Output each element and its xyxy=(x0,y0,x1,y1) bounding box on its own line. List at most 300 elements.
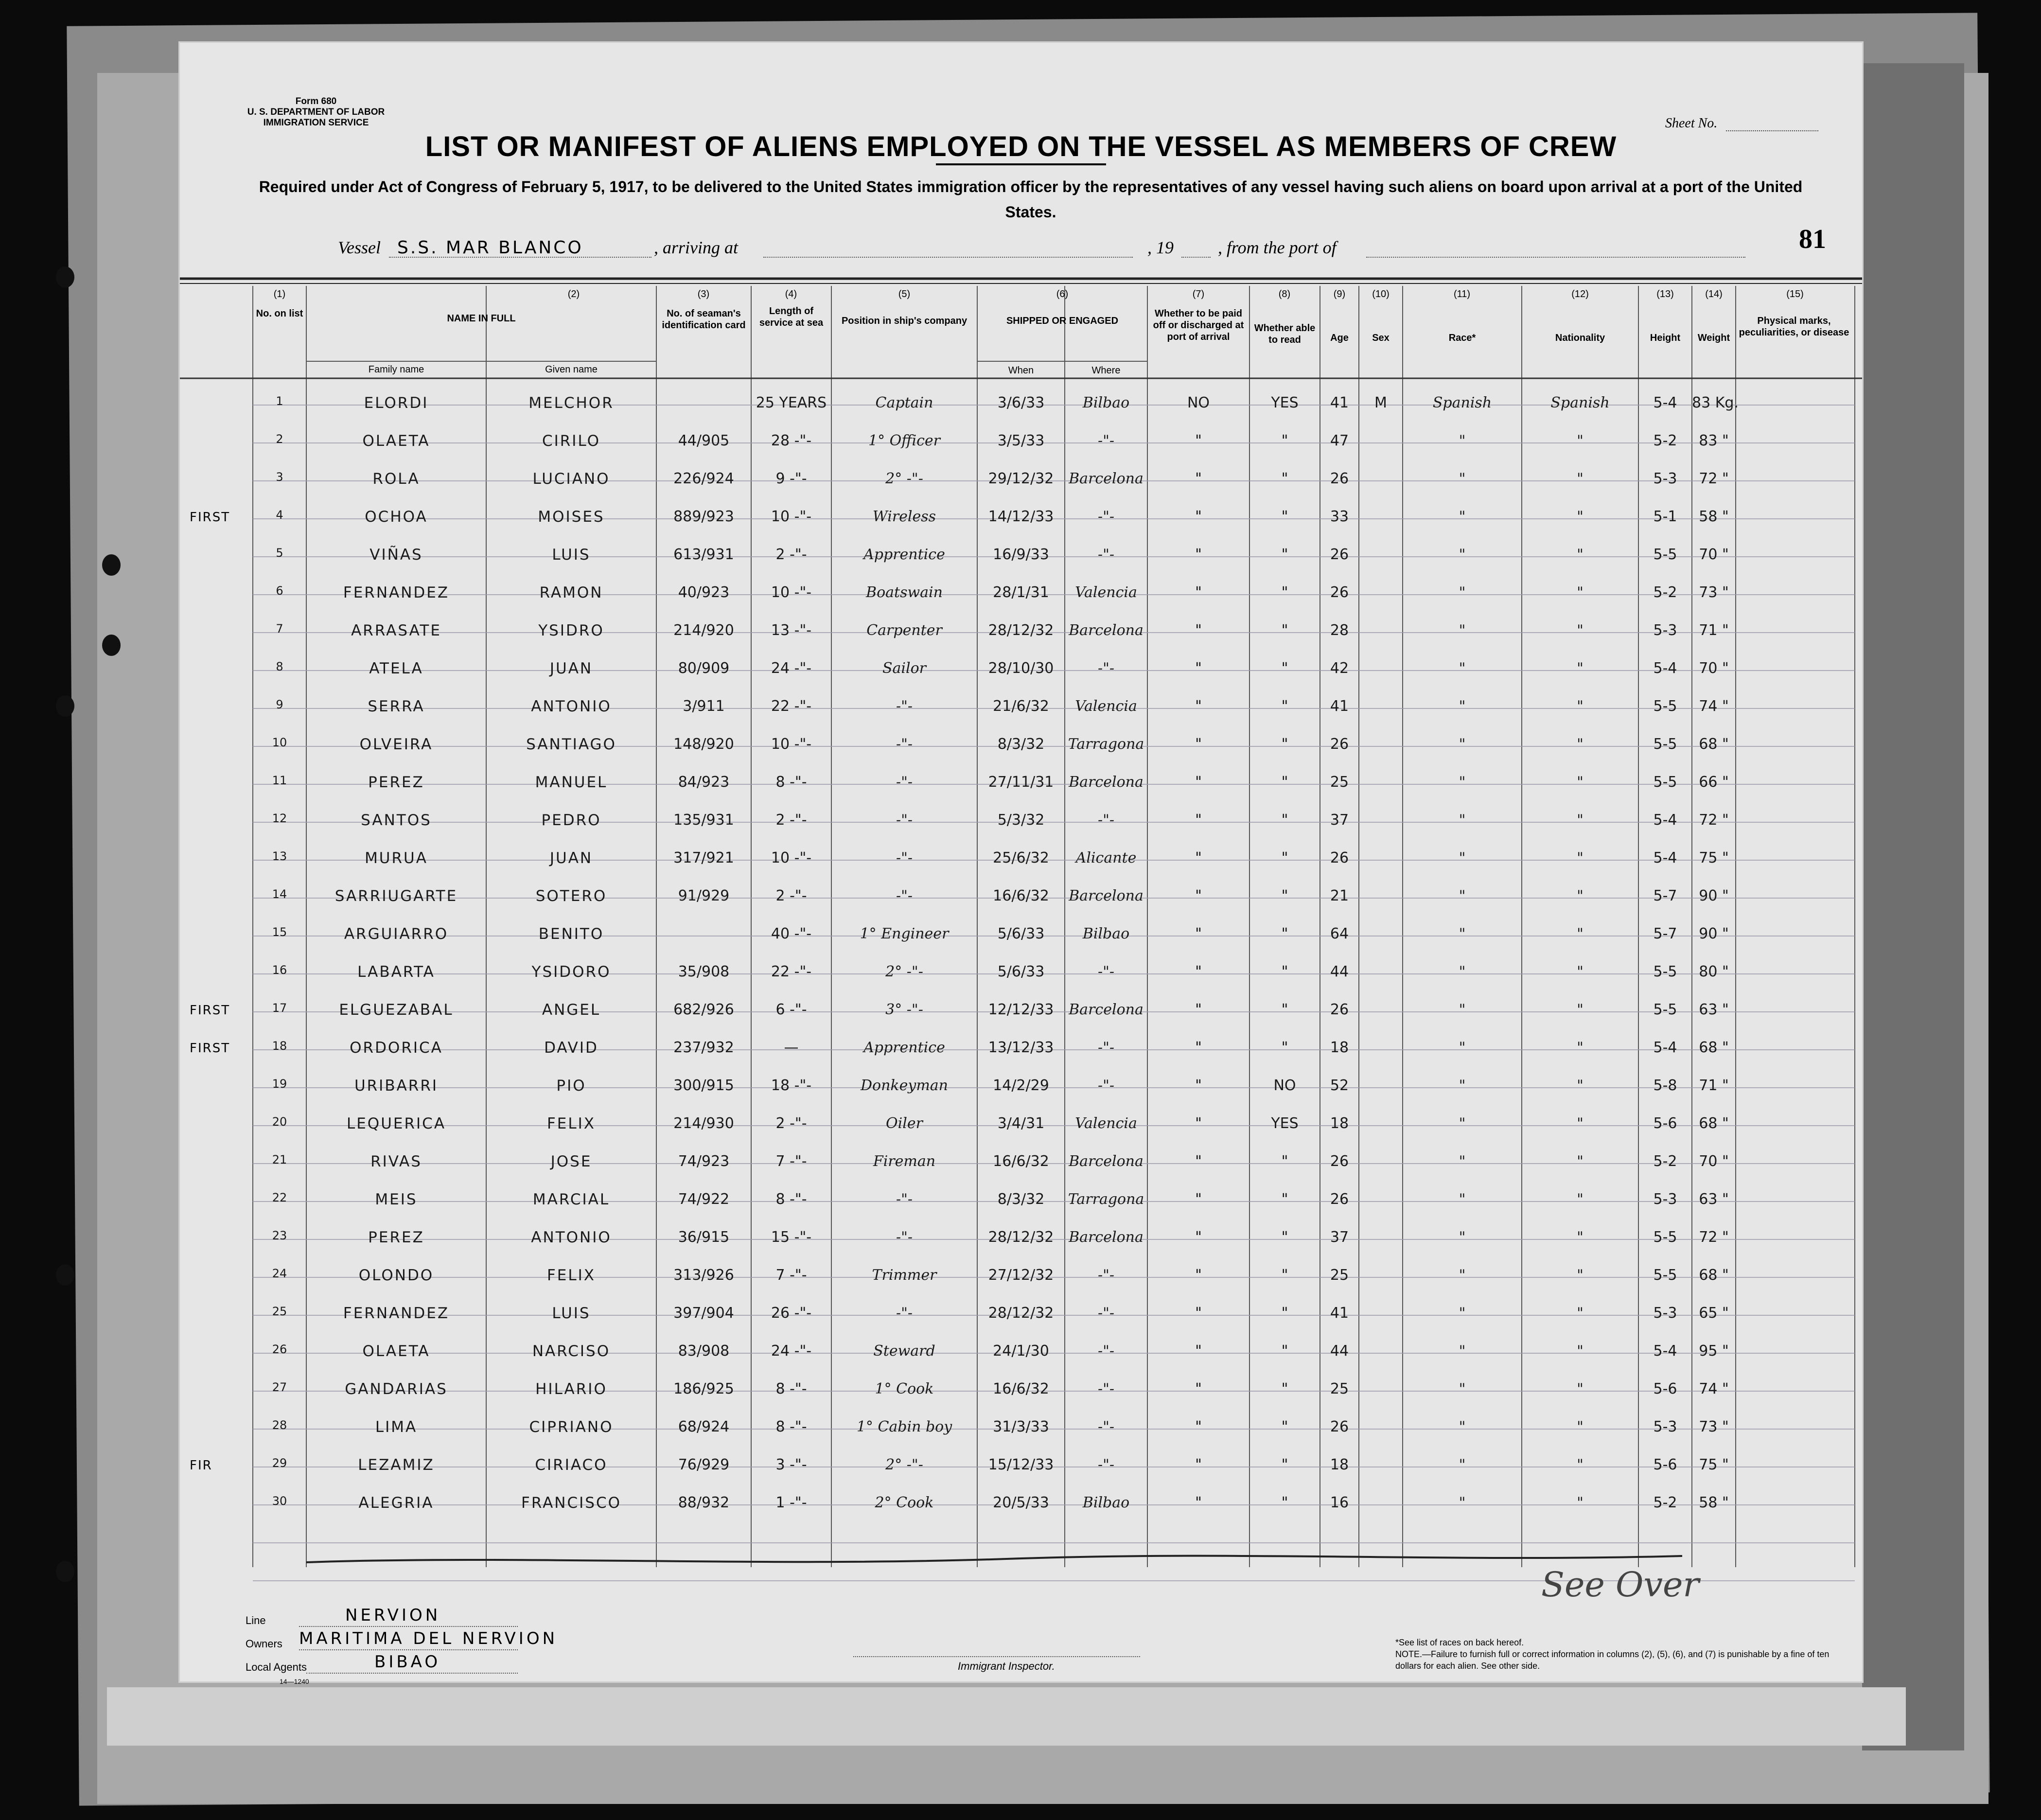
paid-off-cell: " xyxy=(1195,508,1202,525)
shipped-when-cell: 21/6/32 xyxy=(993,698,1049,715)
given-name-cell: SOTERO xyxy=(535,887,607,905)
weight-cell: 83 Kg. xyxy=(1692,394,1739,411)
age-cell: 44 xyxy=(1330,963,1349,980)
row-number-cell: 15 xyxy=(272,925,287,939)
seaman-card-number-cell: 889/923 xyxy=(673,508,734,525)
position-cell: Apprentice xyxy=(863,1039,945,1056)
given-name-cell: CIRIACO xyxy=(535,1456,608,1474)
race-cell: " xyxy=(1459,432,1466,449)
race-cell: " xyxy=(1459,1039,1466,1056)
weight-cell: 73 " xyxy=(1699,1418,1729,1435)
punch-hole xyxy=(56,695,74,717)
paid-off-cell: " xyxy=(1195,1494,1202,1511)
header-family-name: Family name xyxy=(368,364,424,375)
weight-cell: 58 " xyxy=(1699,1494,1729,1511)
vessel-name: S.S. MAR BLANCO xyxy=(397,238,583,258)
age-cell: 26 xyxy=(1330,849,1349,866)
shipped-where-cell: Barcelona xyxy=(1069,622,1144,639)
able-to-read-cell: " xyxy=(1281,1191,1288,1208)
shipped-where-cell: Valencia xyxy=(1075,584,1137,601)
height-cell: 5-5 xyxy=(1653,736,1677,753)
family-name-cell: FERNANDEZ xyxy=(343,1305,450,1322)
able-to-read-cell: " xyxy=(1281,698,1288,715)
from-port-line xyxy=(1366,257,1745,258)
race-cell: " xyxy=(1459,1305,1466,1322)
nationality-cell: " xyxy=(1577,1191,1584,1208)
margin-note: FIRST xyxy=(190,1003,230,1018)
length-of-service-cell: 1 -"- xyxy=(775,1494,807,1511)
age-cell: 26 xyxy=(1330,1418,1349,1435)
age-cell: 18 xyxy=(1330,1456,1349,1473)
line-field xyxy=(299,1626,518,1627)
weight-cell: 70 " xyxy=(1699,1153,1729,1170)
shipped-when-cell: 27/11/31 xyxy=(988,774,1054,791)
shipped-when-cell: 31/3/33 xyxy=(993,1418,1049,1435)
family-name-cell: OLVEIRA xyxy=(359,736,433,753)
age-cell: 42 xyxy=(1330,660,1349,677)
race-cell: " xyxy=(1459,925,1466,942)
weight-cell: 66 " xyxy=(1699,774,1729,791)
nationality-cell: " xyxy=(1577,812,1584,829)
paid-off-cell: " xyxy=(1195,963,1202,980)
age-cell: 25 xyxy=(1330,1380,1349,1397)
seaman-card-number-cell: 300/915 xyxy=(673,1077,734,1094)
race-cell: " xyxy=(1459,1456,1466,1473)
seaman-card-number-cell: 36/915 xyxy=(678,1229,730,1246)
height-cell: 5-6 xyxy=(1653,1380,1677,1397)
given-name-cell: FELIX xyxy=(546,1115,596,1132)
weight-cell: 95 " xyxy=(1699,1343,1729,1360)
agents-label: Local Agents xyxy=(246,1661,307,1673)
service-name: IMMIGRATION SERVICE xyxy=(263,118,369,128)
paid-off-cell: " xyxy=(1195,1115,1202,1132)
age-cell: 41 xyxy=(1330,1305,1349,1322)
nationality-cell: " xyxy=(1577,508,1584,525)
shipped-when-cell: 27/12/32 xyxy=(988,1267,1054,1284)
age-cell: 44 xyxy=(1330,1343,1349,1360)
nationality-cell: " xyxy=(1577,963,1584,980)
family-name-cell: PEREZ xyxy=(368,774,424,791)
race-cell: " xyxy=(1459,1229,1466,1246)
able-to-read-cell: YES xyxy=(1271,394,1299,411)
position-cell: -"- xyxy=(896,1229,913,1246)
shipped-where-cell: -"- xyxy=(1097,1039,1115,1056)
race-cell: " xyxy=(1459,736,1466,753)
weight-cell: 71 " xyxy=(1699,1077,1729,1094)
family-name-cell: ROLA xyxy=(372,470,420,488)
position-cell: -"- xyxy=(896,849,913,866)
age-cell: 26 xyxy=(1330,584,1349,601)
header-where: Where xyxy=(1091,365,1121,376)
family-name-cell: ARGUIARRO xyxy=(344,925,449,943)
length-of-service-cell: 15 -"- xyxy=(771,1229,812,1246)
seaman-card-number-cell: 214/920 xyxy=(673,622,734,639)
margin-note: FIRST xyxy=(190,1041,230,1056)
able-to-read-cell: " xyxy=(1281,1494,1288,1511)
length-of-service-cell: — xyxy=(784,1039,799,1056)
age-cell: 26 xyxy=(1330,736,1349,753)
position-cell: Wireless xyxy=(872,508,936,525)
shipped-when-cell: 16/6/32 xyxy=(993,1380,1049,1397)
race-cell: " xyxy=(1459,1153,1466,1170)
given-name-cell: DAVID xyxy=(544,1039,598,1057)
paid-off-cell: " xyxy=(1195,925,1202,942)
races-note: *See list of races on back hereof. xyxy=(1395,1638,1524,1647)
given-name-cell: BENITO xyxy=(538,925,604,943)
paid-off-cell: " xyxy=(1195,660,1202,677)
shipped-when-cell: 12/12/33 xyxy=(988,1001,1054,1018)
seaman-card-number-cell: 76/929 xyxy=(678,1456,730,1473)
age-cell: 41 xyxy=(1330,698,1349,715)
length-of-service-cell: 40 -"- xyxy=(771,925,812,942)
age-cell: 25 xyxy=(1330,1267,1349,1284)
position-cell: Oiler xyxy=(886,1115,923,1132)
position-cell: 2° -"- xyxy=(885,470,923,487)
header-physical-marks: Physical marks, peculiarities, or disease xyxy=(1739,316,1849,338)
weight-cell: 68 " xyxy=(1699,1267,1729,1284)
age-cell: 18 xyxy=(1330,1039,1349,1056)
row-number-cell: 25 xyxy=(272,1305,287,1318)
column-number: (13) xyxy=(1656,289,1674,300)
race-cell: " xyxy=(1459,470,1466,487)
height-cell: 5-2 xyxy=(1653,1153,1677,1170)
header-when: When xyxy=(1008,365,1034,376)
nationality-cell: " xyxy=(1577,736,1584,753)
shipped-where-cell: Valencia xyxy=(1075,1115,1137,1132)
given-name-cell: ANTONIO xyxy=(531,1229,612,1246)
race-cell: " xyxy=(1459,887,1466,904)
shipped-where-cell: Barcelona xyxy=(1069,887,1144,904)
header-paid-off: Whether to be paid off or discharged at port of arrival xyxy=(1153,308,1244,342)
weight-cell: 63 " xyxy=(1699,1001,1729,1018)
shipped-when-cell: 25/6/32 xyxy=(993,849,1049,866)
nationality-cell: " xyxy=(1577,1418,1584,1435)
line-label: Line xyxy=(246,1614,266,1626)
seaman-card-number-cell: 148/920 xyxy=(673,736,734,753)
race-cell: " xyxy=(1459,698,1466,715)
position-cell: 2° -"- xyxy=(885,963,923,980)
shipped-where-cell: -"- xyxy=(1097,1305,1115,1322)
height-cell: 5-5 xyxy=(1653,1001,1677,1018)
age-cell: 26 xyxy=(1330,1001,1349,1018)
family-name-cell: SANTOS xyxy=(361,812,432,829)
paid-off-cell: " xyxy=(1195,1153,1202,1170)
weight-cell: 74 " xyxy=(1699,698,1729,715)
given-name-cell: JUAN xyxy=(549,849,593,867)
given-name-cell: HILARIO xyxy=(535,1380,607,1398)
vessel-line xyxy=(389,257,651,258)
shipped-where-cell: -"- xyxy=(1097,1380,1115,1397)
row-number-cell: 3 xyxy=(276,470,283,484)
able-to-read-cell: " xyxy=(1281,1380,1288,1397)
able-to-read-cell: " xyxy=(1281,849,1288,866)
paid-off-cell: " xyxy=(1195,736,1202,753)
family-name-cell: ALEGRIA xyxy=(358,1494,434,1512)
column-number: (3) xyxy=(697,289,710,300)
nationality-cell: " xyxy=(1577,849,1584,866)
punch-hole xyxy=(56,1264,74,1286)
position-cell: Carpenter xyxy=(866,622,942,639)
manifest-page xyxy=(180,43,1862,1685)
able-to-read-cell: " xyxy=(1281,584,1288,601)
age-cell: 21 xyxy=(1330,887,1349,904)
shipped-where-cell: -"- xyxy=(1097,1456,1115,1473)
shipped-where-cell: -"- xyxy=(1097,660,1115,677)
row-number-cell: 4 xyxy=(276,508,283,522)
column-number: (8) xyxy=(1278,289,1291,300)
paid-off-cell: " xyxy=(1195,622,1202,639)
position-cell: 1° Cabin boy xyxy=(856,1418,952,1435)
family-name-cell: URIBARRI xyxy=(354,1077,439,1095)
family-name-cell: OLAETA xyxy=(362,1343,430,1360)
header-able-read: Whether able to read xyxy=(1254,323,1316,345)
length-of-service-cell: 18 -"- xyxy=(771,1077,812,1094)
agents-field xyxy=(306,1673,518,1674)
seaman-card-number-cell: 91/929 xyxy=(678,887,730,904)
nationality-cell: " xyxy=(1577,1267,1584,1284)
nationality-cell: " xyxy=(1577,660,1584,677)
length-of-service-cell: 8 -"- xyxy=(775,1191,807,1208)
shipped-when-cell: 3/4/31 xyxy=(997,1115,1045,1132)
nationality-cell: " xyxy=(1577,1229,1584,1246)
shipped-where-cell: -"- xyxy=(1097,508,1115,525)
position-cell: -"- xyxy=(896,736,913,753)
seaman-card-number-cell: 68/924 xyxy=(678,1418,730,1435)
family-name-cell: LEZAMIZ xyxy=(358,1456,435,1474)
age-cell: 37 xyxy=(1330,812,1349,829)
length-of-service-cell: 25 YEARS xyxy=(756,394,827,411)
given-name-cell: MARCIAL xyxy=(532,1191,610,1208)
shipped-when-cell: 5/6/33 xyxy=(997,963,1045,980)
see-over-note: See Over xyxy=(1541,1565,1699,1605)
header-height: Height xyxy=(1650,333,1681,343)
header-length-service: Length of service at sea xyxy=(759,306,824,328)
able-to-read-cell: " xyxy=(1281,1267,1288,1284)
race-cell: " xyxy=(1459,1077,1466,1094)
row-number-cell: 21 xyxy=(272,1153,287,1166)
paid-off-cell: " xyxy=(1195,1039,1202,1056)
nationality-cell: " xyxy=(1577,1380,1584,1397)
shipped-when-cell: 16/9/33 xyxy=(993,546,1049,563)
shipped-where-cell: -"- xyxy=(1097,812,1115,829)
position-cell: -"- xyxy=(896,812,913,829)
arriving-label: , arriving at xyxy=(654,238,739,257)
margin-note: FIR xyxy=(190,1458,212,1473)
row-number-cell: 18 xyxy=(272,1039,287,1053)
able-to-read-cell: " xyxy=(1281,508,1288,525)
paid-off-cell: " xyxy=(1195,698,1202,715)
able-to-read-cell: " xyxy=(1281,622,1288,639)
paid-off-cell: " xyxy=(1195,1001,1202,1018)
nationality-cell: " xyxy=(1577,1039,1584,1056)
sheet-number: 81 xyxy=(1799,224,1826,254)
height-cell: 5-3 xyxy=(1653,1418,1677,1435)
height-cell: 5-8 xyxy=(1653,1077,1677,1094)
position-cell: Sailor xyxy=(882,660,927,677)
shipped-when-cell: 14/12/33 xyxy=(988,508,1054,525)
owners-label: Owners xyxy=(246,1638,282,1650)
shipped-where-cell: Valencia xyxy=(1075,698,1137,715)
form-identifier xyxy=(243,96,389,128)
seaman-card-number-cell: 186/925 xyxy=(673,1380,734,1397)
family-name-cell: MURUA xyxy=(365,849,428,867)
length-of-service-cell: 13 -"- xyxy=(771,622,812,639)
nationality-cell: " xyxy=(1577,432,1584,449)
age-cell: 25 xyxy=(1330,774,1349,791)
age-cell: 64 xyxy=(1330,925,1349,942)
shipped-where-cell: Barcelona xyxy=(1069,1001,1144,1018)
position-cell: 1° Engineer xyxy=(860,925,949,942)
race-cell: " xyxy=(1459,849,1466,866)
shipped-where-cell: Bilbao xyxy=(1082,394,1130,411)
family-name-cell: LIMA xyxy=(375,1418,418,1436)
row-number-cell: 9 xyxy=(276,698,283,711)
sex-cell: M xyxy=(1374,394,1387,411)
race-cell: " xyxy=(1459,1343,1466,1360)
row-number-cell: 8 xyxy=(276,660,283,673)
row-number-cell: 14 xyxy=(272,887,287,901)
nationality-cell: " xyxy=(1577,1456,1584,1473)
length-of-service-cell: 10 -"- xyxy=(771,736,812,753)
row-number-cell: 5 xyxy=(276,546,283,560)
length-of-service-cell: 6 -"- xyxy=(775,1001,807,1018)
position-cell: -"- xyxy=(896,1191,913,1208)
family-name-cell: OLONDO xyxy=(358,1267,434,1284)
position-cell: 3° -"- xyxy=(885,1001,923,1018)
shipped-when-cell: 28/12/32 xyxy=(988,622,1054,639)
given-name-cell: CIRILO xyxy=(542,432,601,450)
race-cell: " xyxy=(1459,546,1466,563)
age-cell: 28 xyxy=(1330,622,1349,639)
seaman-card-number-cell: 397/904 xyxy=(673,1305,734,1322)
family-name-cell: ARRASATE xyxy=(351,622,441,639)
shipped-where-cell: Tarragona xyxy=(1068,1191,1144,1208)
able-to-read-cell: " xyxy=(1281,660,1288,677)
weight-cell: 73 " xyxy=(1699,584,1729,601)
length-of-service-cell: 2 -"- xyxy=(775,546,807,563)
able-to-read-cell: " xyxy=(1281,774,1288,791)
nationality-cell: " xyxy=(1577,1153,1584,1170)
height-cell: 5-4 xyxy=(1653,849,1677,866)
shipped-when-cell: 8/3/32 xyxy=(997,1191,1045,1208)
seaman-card-number-cell: 135/931 xyxy=(673,812,734,829)
given-name-cell: MOISES xyxy=(538,508,605,526)
shipped-when-cell: 14/2/29 xyxy=(993,1077,1049,1094)
able-to-read-cell: " xyxy=(1281,925,1288,942)
height-cell: 5-5 xyxy=(1653,698,1677,715)
family-name-cell: GANDARIAS xyxy=(345,1380,448,1398)
inspector-label: Immigrant Inspector. xyxy=(958,1660,1055,1672)
shipped-where-cell: Barcelona xyxy=(1069,1229,1144,1246)
able-to-read-cell: YES xyxy=(1271,1115,1299,1132)
height-cell: 5-2 xyxy=(1653,432,1677,449)
row-number-cell: 12 xyxy=(272,812,287,825)
header-weight: Weight xyxy=(1697,333,1730,343)
age-cell: 26 xyxy=(1330,546,1349,563)
nationality-cell: " xyxy=(1577,887,1584,904)
weight-cell: 83 " xyxy=(1699,432,1729,449)
race-cell: " xyxy=(1459,660,1466,677)
given-name-cell: FELIX xyxy=(546,1267,596,1284)
shipped-where-cell: Barcelona xyxy=(1069,774,1144,791)
age-cell: 33 xyxy=(1330,508,1349,525)
punch-hole xyxy=(102,554,121,576)
race-cell: " xyxy=(1459,584,1466,601)
header-race: Race* xyxy=(1448,333,1476,343)
column-number: (15) xyxy=(1786,289,1804,300)
height-cell: 5-4 xyxy=(1653,394,1677,411)
family-name-cell: ATELA xyxy=(369,660,423,677)
shipped-when-cell: 29/12/32 xyxy=(988,470,1054,487)
race-cell: " xyxy=(1459,1115,1466,1132)
seaman-card-number-cell: 317/921 xyxy=(673,849,734,866)
height-cell: 5-5 xyxy=(1653,1229,1677,1246)
seaman-card-number-cell: 237/932 xyxy=(673,1039,734,1056)
shipped-when-cell: 5/6/33 xyxy=(997,925,1045,942)
able-to-read-cell: " xyxy=(1281,470,1288,487)
nationality-cell: " xyxy=(1577,925,1584,942)
paid-off-cell: " xyxy=(1195,1380,1202,1397)
position-cell: -"- xyxy=(896,887,913,904)
able-to-read-cell: " xyxy=(1281,1305,1288,1322)
given-name-cell: ANTONIO xyxy=(531,698,612,715)
given-name-cell: YSIDRO xyxy=(538,622,604,639)
family-name-cell: RIVAS xyxy=(370,1153,422,1170)
height-cell: 5-6 xyxy=(1653,1456,1677,1473)
height-cell: 5-6 xyxy=(1653,1115,1677,1132)
position-cell: Captain xyxy=(875,394,933,411)
punch-hole xyxy=(102,635,121,656)
seaman-card-number-cell: 84/923 xyxy=(678,774,730,791)
shipped-where-cell: -"- xyxy=(1097,963,1115,980)
from-port-label: , from the port of xyxy=(1218,238,1337,257)
arriving-line xyxy=(763,257,1133,258)
length-of-service-cell: 10 -"- xyxy=(771,584,812,601)
able-to-read-cell: " xyxy=(1281,1456,1288,1473)
height-cell: 5-3 xyxy=(1653,470,1677,487)
height-cell: 5-3 xyxy=(1653,1305,1677,1322)
able-to-read-cell: NO xyxy=(1273,1077,1296,1094)
row-number-cell: 7 xyxy=(276,622,283,636)
paid-off-cell: " xyxy=(1195,774,1202,791)
family-name-cell: LEQUERICA xyxy=(346,1115,446,1132)
shipped-where-cell: Bilbao xyxy=(1082,1494,1130,1511)
shipped-when-cell: 28/12/32 xyxy=(988,1229,1054,1246)
paid-off-cell: " xyxy=(1195,1343,1202,1360)
row-number-cell: 19 xyxy=(272,1077,287,1091)
age-cell: 47 xyxy=(1330,432,1349,449)
length-of-service-cell: 8 -"- xyxy=(775,1418,807,1435)
length-of-service-cell: 8 -"- xyxy=(775,1380,807,1397)
inspector-signature-line xyxy=(853,1656,1140,1657)
seaman-card-number-cell: 3/911 xyxy=(683,698,725,715)
shipped-when-cell: 28/12/32 xyxy=(988,1305,1054,1322)
row-number-cell: 29 xyxy=(272,1456,287,1470)
age-cell: 26 xyxy=(1330,1191,1349,1208)
paid-off-cell: " xyxy=(1195,887,1202,904)
shipped-when-cell: 28/10/30 xyxy=(988,660,1054,677)
length-of-service-cell: 3 -"- xyxy=(775,1456,807,1473)
seaman-card-number-cell: 214/930 xyxy=(673,1115,734,1132)
row-number-cell: 27 xyxy=(272,1380,287,1394)
owners-value: MARITIMA DEL NERVION xyxy=(299,1629,558,1648)
department-name: U. S. DEPARTMENT OF LABOR xyxy=(247,107,385,117)
age-cell: 18 xyxy=(1330,1115,1349,1132)
year-line xyxy=(1181,257,1211,258)
given-name-cell: NARCISO xyxy=(532,1343,611,1360)
given-name-cell: SANTIAGO xyxy=(526,736,616,753)
position-cell: Trimmer xyxy=(872,1267,937,1284)
